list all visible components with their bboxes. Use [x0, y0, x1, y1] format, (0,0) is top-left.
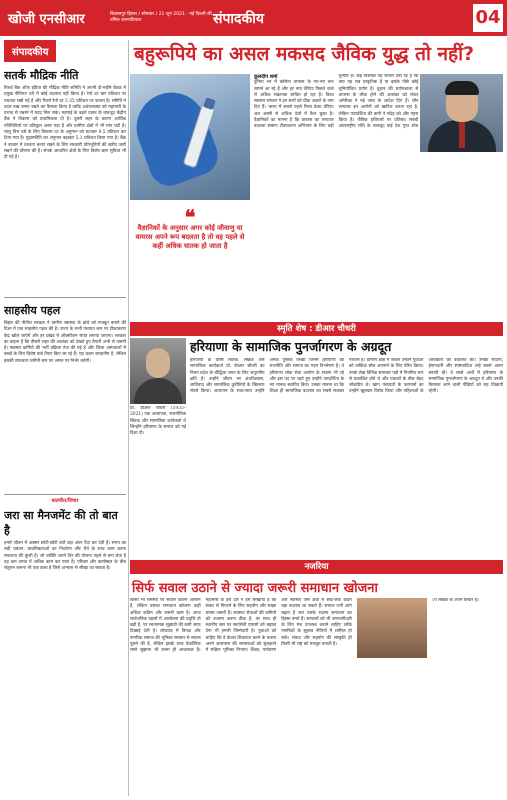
vaccine-photo: [130, 74, 250, 200]
lead-headline: बहुरूपिये का असल मकसद जैविक युद्ध तो नहीं?: [134, 43, 475, 65]
leader-photo: [420, 74, 503, 152]
smriti-body: हरियाणा के वरिष्ठ चिंतक, लेखक और सामाजिक कार्यकर्ता प्रो. डीआर चौधरी का निधन प्रदेश के बौद्धिक जगत के लिए अपूरणीय क्षति है। उन्होंने जीवन भर अंधविश्वास, जातिवाद और सामाजिक कुरीतियों के खिलाफ संघर्ष किया। अध्यापन के साथ-साथ उन्होंने अनेक पुस्तकें लिखीं जिनमें हरियाणा की राजनीति और समाज का गहन विश्लेषण है। वे हरियाणा लोक सेवा आयोग के सदस्य भी रहे और इस पद पर रहते हुए उन्होंने पारदर्शिता के नए मानक स्थापित किए। उनका मानना था कि शिक्षा ही सामाजिक बदलाव का सबसे सशक्त माध्यम है। ग्रामीण क्षेत्रों में जाकर उन्होंने युवाओं को तार्किक सोच अपनाने के लिए प्रेरित किया। उनके लेख विभिन्न समाचार पत्रों में नियमित रूप से प्रकाशित होते थे और पाठकों के बीच बेहद लोकप्रिय थे। खाप पंचायतों के फरमानों का उन्होंने खुलकर विरोध किया और महिलाओं के अधिकारों की वकालत की। उनकी सादगी, ईमानदारी और स्पष्टवादिता उन्हें सबसे अलग बनाती थी। वे सच्चे अर्थों में हरियाणा के सामाजिक पुनर्जागरण के अग्रदूत थे और उनकी विरासत आने वाली पीढ़ियों को राह दिखाती रहेगी।: [190, 358, 503, 395]
editorial-2: [4, 301, 126, 491]
dateline: बिलासपुर हिसार / सोमवार / 21 जून 2021 · नई दिल्ली की तमिल जननादियाल: [110, 12, 212, 23]
author-photo: [357, 598, 428, 658]
hair-shape: [445, 81, 479, 95]
section-title: संपादकीय: [213, 11, 264, 27]
nazariya-body: [130, 598, 503, 796]
smriti-headline: हरियाणा के सामाजिक पुनर्जागरण के अग्रदूत: [190, 339, 392, 354]
editorial-1: [4, 66, 126, 294]
divider: [4, 494, 126, 495]
smriti-article: [130, 338, 503, 558]
editorial-tag: संपादकीय: [4, 40, 56, 62]
editorial-1-title: सतर्क मौद्रिक नीति: [4, 69, 79, 82]
left-column: [4, 40, 126, 796]
masthead: [0, 0, 507, 36]
nazariya-footer: (ये लेखक के अपने विचार हैं): [432, 598, 479, 603]
nazariya-body-text: किसी भी समस्या पर सवाल उठाना आसान है, लेकिन उसका समाधान खोजना कहीं अधिक कठिन और जरूरी काम है। आज सार्वजनिक बहसों में आलोचना की प्रवृत्ति तो बढ़ी है, पर रचनात्मक सुझावों की कमी साफ दिखाई देती है। लोकतंत्र में विपक्ष और नागरिक समाज की भूमिका सरकार से सवाल पूछने की है, लेकिन इसके साथ वैकल्पिक रास्ते सुझाना भी उतना ही आवश्यक है। महामारी के इस दौर ने हमें सिखाया है कि संकट से निपटने के लिए सहयोग और साझा प्रयास जरूरी हैं। स्वास्थ्य सेवाओं की कमियों को उजागर करना ठीक है, पर साथ ही स्थानीय स्तर पर स्वयंसेवी प्रयासों को बढ़ावा देना भी हमारी जिम्मेदारी है। युवाओं को चाहिए कि वे केवल शिकायत करने के बजाय अपने आसपास की समस्याओं को सुलझाने में सक्रिय भूमिका निभाएं। शिक्षा, पर्यावरण और स्वास्थ्य जैसे क्षेत्रों में छोटे-छोटे कदम बड़ा बदलाव ला सकते हैं। समाज तभी आगे बढ़ता है जब उसके सदस्य समाधान का हिस्सा बनते हैं। सरकारों को भी जनभागीदारी के लिए मंच उपलब्ध कराने चाहिए ताकि नागरिकों के सुझाव नीतियों में शामिल हो सकें। संवाद और सहयोग की संस्कृति ही किसी भी राष्ट्र को मजबूत बनाती है।: [130, 598, 352, 654]
divider: [4, 297, 126, 298]
pull-quote-text: वैज्ञानिकों के अनुसार अगर कोई जीवाणु या वायरस अपने रूप बदलता है तो वह पहले से कहीं अधिक घातक हो जाता है: [135, 224, 245, 250]
tie-shape: [459, 122, 465, 148]
editorial-3-title: जरा सा मैनजमेंट की तो बात है: [4, 509, 118, 537]
editorial-3: [4, 506, 126, 696]
portrait-caption: प्रो. डीआर चौधरी (1935–2021) एक अध्यापक, राजनीतिक चिंतक और सामाजिक कार्यकर्ता थे जिन्होंने हरियाणा के समाज को नई दिशा दी।: [130, 406, 186, 437]
nazariya-band: नजरिया: [130, 560, 503, 574]
editorial-3-body: हमारे जीवन में अक्सर छोटी-छोटी बातें बड़ा अंतर पैदा कर देती हैं। समय का सही प्रबंधन, प्राथमिकताओं का निर्धारण और धैर्य के साथ काम करना सफलता की कुंजी है। जो व्यक्ति अपने दिन की योजना पहले से बना लेता है वह कम तनाव में अधिक काम कर पाता है। परिवार और कार्यस्थल के बीच संतुलन बनाना भी एक कला है जिसे अभ्यास से सीखा जा सकता है।: [4, 541, 126, 572]
column-divider: [128, 40, 129, 796]
byline: कुलदीप शर्मा: [254, 74, 278, 80]
editorial-2-title: साहसीय पहल: [4, 304, 61, 317]
portrait-face: [146, 348, 170, 378]
smriti-band: स्मृति शेष : डीआर चौधरी: [130, 322, 503, 336]
column-tag: बातचीत/विचार: [51, 498, 79, 504]
lead-article: [130, 40, 503, 318]
nazariya-headline: सिर्फ सवाल उठाने से ज्यादा जरूरी समाधान खोजना: [132, 581, 378, 596]
editorial-2-body: बिहार की नीतीश सरकार ने ग्रामीण स्वास्थ्य के ढांचे को मजबूत बनाने की दिशा में एक साहसीय पहल की है। राज्य के सभी पंचायत स्तर पर टीकाकरण केंद्र खोले जाएंगे और हर प्रखंड में ऑक्सीजन संयंत्र लगाया जाएगा। सरकार का कहना है कि तीसरी लहर की आशंका को देखते हुए तैयारी अभी से जरूरी है। स्वास्थ्य कर्मियों की भर्ती प्रक्रिया तेज की गई है और जिला अस्पतालों में बच्चों के लिए विशेष वार्ड तैयार किए जा रहे हैं। यह कदम सराहनीय है, लेकिन इसकी सफलता जमीनी स्तर पर अमल पर निर्भर करेगी।: [4, 321, 126, 364]
page-number: 04: [473, 4, 503, 32]
portrait-body: [134, 378, 182, 404]
portrait-photo: [130, 338, 186, 404]
pull-quote: [130, 206, 250, 255]
newspaper-name: खोजी एनसीआर: [8, 12, 85, 27]
editorial-1-body: रिजर्व बैंक ऑफ इंडिया की मौद्रिक नीति समिति ने अपनी दो-महीने बैठक में प्रमुख नीतिगत दरों में कोई बदलाव नहीं किया है। रेपो दर चार प्रतिशत पर यथावत रखी गई है और रिवर्स रेपो दर 3.35 प्रतिशत पर कायम है। समिति ने उदार रुख बनाए रखने का फैसला किया है ताकि अर्थव्यवस्था को महामारी के प्रभाव से उबरने में मदद मिल सके। महंगाई के बढ़ते दबाव के बावजूद केंद्रीय बैंक ने विकास को प्राथमिकता दी है। दूसरी लहर के कारण आर्थिक गतिविधियों पर प्रतिकूल असर पड़ा है और ग्रामीण क्षेत्रों में भी मांग घटी है। चालू वित्त वर्ष के लिए विकास दर के अनुमान को घटाकर 9.5 प्रतिशत कर दिया गया है। मुद्रास्फीति का अनुमान बढ़ाकर 5.1 प्रतिशत किया गया है। बैंक ने बाजार में तरलता बनाए रखने के लिए सरकारी प्रतिभूतियों की खरीद जारी रखने की घोषणा की है। संपर्क आधारित क्षेत्रों के लिए विशेष ऋण सुविधा भी दी गई है।: [4, 86, 126, 161]
lead-body-text: दुनिया भर में कोरोना वायरस के नए-नए रूप सामने आ रहे हैं और हर नया वेरिएंट पिछले वाले से अधिक संक्रामक साबित हो रहा है। विश्व स्वास्थ्य संगठन ने इन रूपों को ग्रीक अक्षरों के नाम दिए हैं। भारत में सबसे पहले मिला डेल्टा वेरिएंट अब अस्सी से अधिक देशों में फैल चुका है। वैज्ञानिकों का मानना है कि वायरस का लगातार बदलता स्वरूप टीकाकरण अभियान के लिए बड़ी चुनौती है। कई विशेषज्ञ यह सवाल उठा रहे हैं कि क्या यह सब प्राकृतिक है या इसके पीछे कोई सुनियोजित प्रयोग है। वुहान की प्रयोगशाला से वायरस के लीक होने की आशंका को लेकर अमेरिका ने नई जांच के आदेश दिए हैं। चीन लगातार इन आरोपों को खारिज करता रहा है, लेकिन पारदर्शिता की कमी ने संदेह को और गहरा किया है। जैविक हथियारों पर प्रतिबंध संबंधी अंतरराष्ट्रीय संधि के बावजूद कई देश गुप्त शोध: [254, 74, 419, 130]
quote-mark-icon: ❝: [184, 205, 196, 229]
